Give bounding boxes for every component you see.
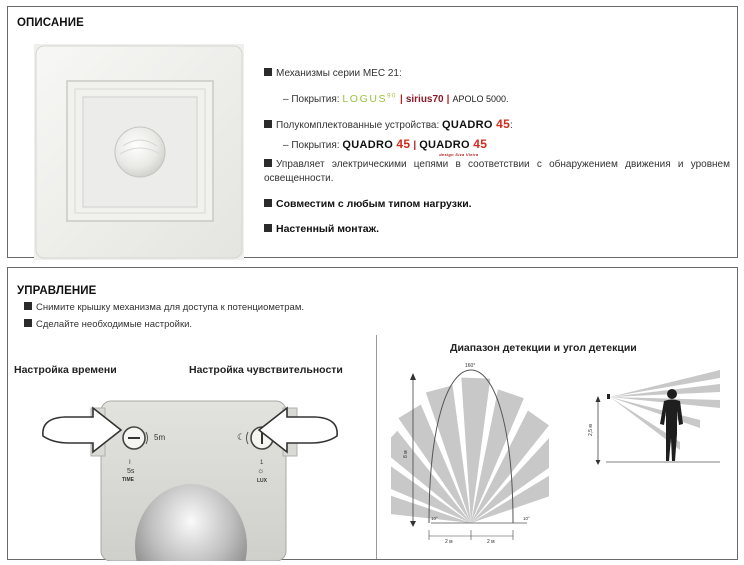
sensitivity-setting-label: Настройка чувствительности xyxy=(189,364,343,376)
bullet-square-icon xyxy=(264,224,272,232)
bullet-square-icon xyxy=(264,199,272,207)
lux-mark: 1 xyxy=(260,460,264,466)
quadro-logo-b: QUADRO 45 design Siza Vieira xyxy=(419,137,488,157)
logus-logo: LOGUS$^{90}$ xyxy=(342,93,397,105)
mount-height-label: 2,5 м xyxy=(588,424,594,436)
section-divider xyxy=(376,335,377,559)
time-pot-name: TIME xyxy=(122,477,134,483)
manage-text: Управляет электрическими цепями в соответствии с обнаружением движения и уровнем освещенности. xyxy=(264,159,730,184)
bullet-square-icon xyxy=(264,120,272,128)
detection-range-label: Диапазон детекции и угол детекции xyxy=(450,342,637,354)
lux-pot-name: LUX xyxy=(257,478,267,484)
angle-left-label: 10° xyxy=(431,516,438,521)
compatible-text: Совместим с любым типом нагрузки. xyxy=(276,198,472,210)
bullet-manage xyxy=(264,158,730,186)
quadro-logo: QUADRO 45 xyxy=(442,117,511,131)
bullet-square-icon xyxy=(264,159,272,167)
apolo-logo: APOLO 5000. xyxy=(452,94,509,104)
bullet-square-icon xyxy=(24,302,32,310)
time-max-mark: 5m xyxy=(154,433,166,442)
sirius-logo: sirius70 xyxy=(405,94,444,105)
mec-series-text: Механизмы серии МЕС 21: xyxy=(276,68,402,79)
sun-icon: ☼ xyxy=(257,466,265,475)
bullet-mec-series xyxy=(264,67,402,81)
side-view-mounting-diagram xyxy=(580,366,726,481)
cover-prefix-2: – Покрытия: xyxy=(283,140,340,151)
time-min-mark: 5s xyxy=(127,468,135,475)
svg-text:I: I xyxy=(129,460,131,466)
bullet-semi-assembled: Полукомплектованные устройства: QUADRO 45: xyxy=(264,117,513,133)
bullet-wall-mount xyxy=(264,222,379,236)
detection-fan xyxy=(391,378,549,524)
control-title: УПРАВЛЕНИЕ xyxy=(17,285,97,297)
bullet-compatible xyxy=(264,197,472,211)
covers-line-2: – Покрытия: QUADRO 45 | QUADRO 45 design Siza Vieira xyxy=(283,137,488,157)
description-panel xyxy=(7,6,738,258)
potentiometers-image xyxy=(31,396,349,561)
range-left-label: 2 м xyxy=(445,539,453,545)
semi-assembled-text: Полукомплектованные устройства: xyxy=(276,120,440,131)
bullet-square-icon xyxy=(24,319,32,327)
wall-mount-text: Настенный монтаж. xyxy=(276,223,379,235)
detection-range-diagram xyxy=(391,360,549,560)
quadro-design-note: design Siza Vieira xyxy=(439,152,479,157)
moon-icon: ☾ xyxy=(237,432,246,442)
angle-right-label: 10° xyxy=(523,516,530,521)
bullet-remove-cover: Снимите крышку механизма для доступа к потенциометрам. xyxy=(24,301,304,315)
bullet-adjust: Сделайте необходимые настройки. xyxy=(24,318,192,332)
description-title: ОПИСАНИЕ xyxy=(17,17,84,29)
range-height-label: 8 м xyxy=(403,450,409,458)
range-right-label: 2 м xyxy=(487,539,495,545)
cover-prefix: – Покрытия: xyxy=(283,94,340,105)
time-setting-label: Настройка времени xyxy=(14,364,117,376)
bullet-square-icon xyxy=(264,68,272,76)
covers-line-1: – Покрытия: LOGUS$^{90}$ | sirius70 | APOLO 5000. xyxy=(283,93,509,105)
motion-sensor-switch-image xyxy=(34,44,244,260)
control-panel xyxy=(7,267,738,560)
quadro-logo-a: QUADRO 45 xyxy=(342,137,411,151)
angle-top-label: 160° xyxy=(465,363,476,369)
